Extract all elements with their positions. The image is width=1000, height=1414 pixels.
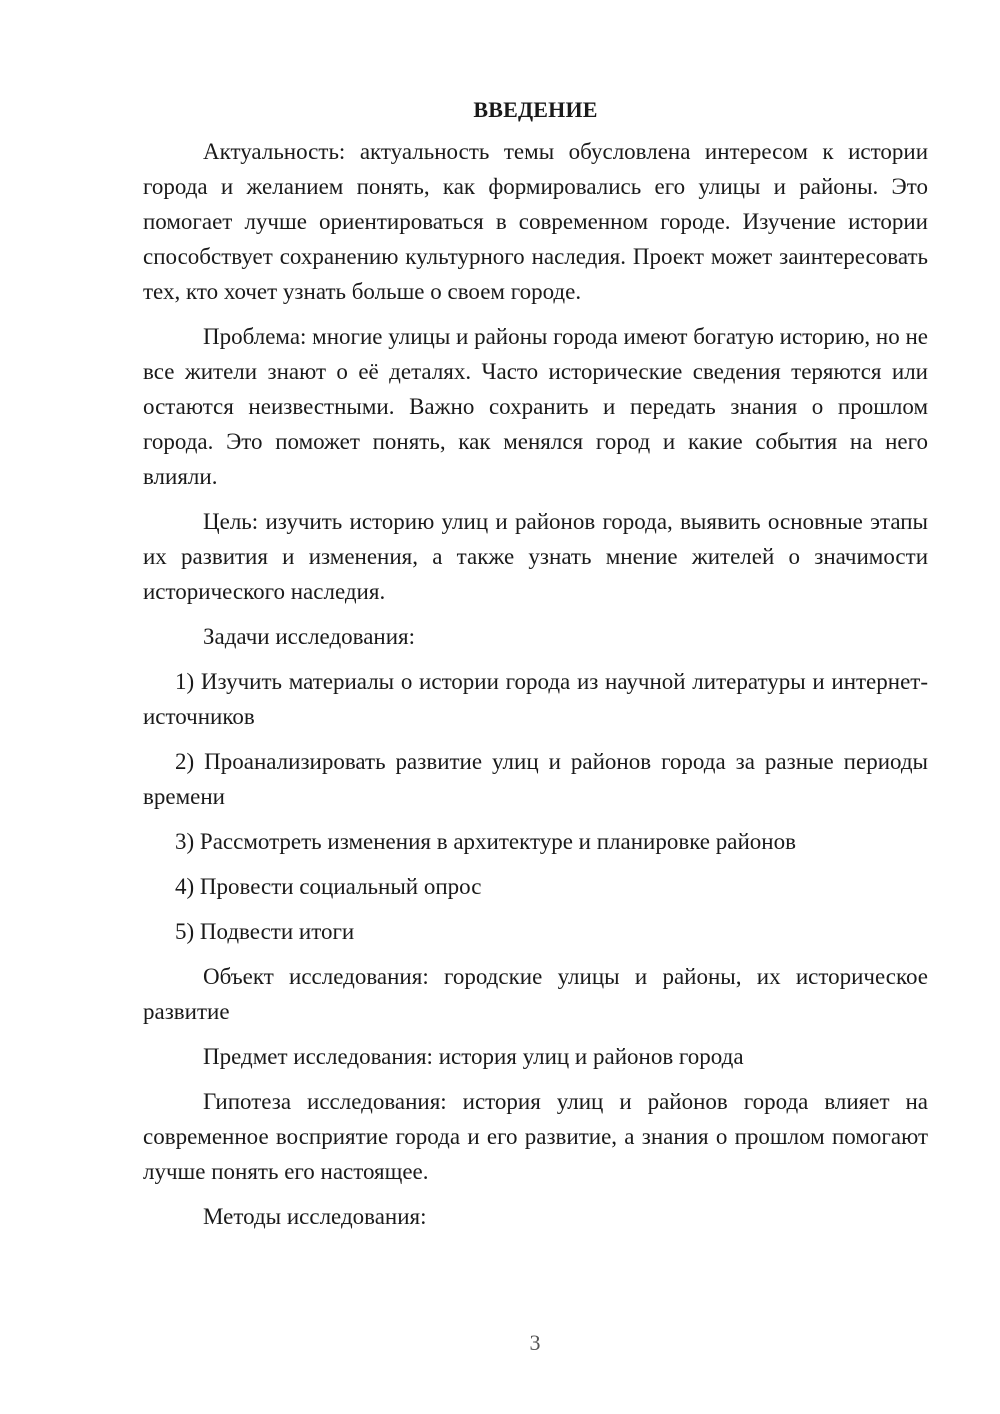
task-item-2: 2) Проанализировать развитие улиц и районов города за разные периоды времени bbox=[143, 749, 928, 809]
task-item-3: 3) Рассмотреть изменения в архитектуре и планировке районов bbox=[175, 829, 796, 854]
task-item-1: 1) Изучить материалы о истории города из научной литературы и интернет-источников bbox=[143, 669, 928, 729]
paragraph-hypothesis: Гипотеза исследования: история улиц и районов города влияет на современное восприятие города и его развитие, а знания о прошлом помогают лучше понять его настоящее. bbox=[143, 1089, 928, 1184]
page-content bbox=[143, 92, 928, 1244]
paragraph-subject: Предмет исследования: история улиц и районов города bbox=[203, 1044, 744, 1069]
tasks-title: Задачи исследования: bbox=[203, 624, 416, 649]
task-item-4: 4) Провести социальный опрос bbox=[175, 874, 482, 899]
paragraph-goal: Цель: изучить историю улиц и районов города, выявить основные этапы их развития и изменения, а также узнать мнение жителей о значимости исторического наследия. bbox=[143, 509, 928, 604]
paragraph-problem: Проблема: многие улицы и районы города имеют богатую историю, но не все жители знают о её деталях. Часто исторические сведения теряются или остаются неизвестными. Важно сохранить и передать знания о прошлом города. Это поможет понять, как менялся город и какие события на него влияли. bbox=[143, 324, 928, 489]
page-number: 3 bbox=[529, 1330, 541, 1355]
methods-title: Методы исследования: bbox=[203, 1204, 427, 1229]
section-heading: ВВЕДЕНИЕ bbox=[473, 97, 598, 122]
paragraph-relevance: Актуальность: актуальность темы обусловлена интересом к истории города и желанием понять, как формировались его улицы и районы. Это помогает лучше ориентироваться в современном городе. Изучение истории способствует сохранению культурного наследия. Проект может заинтересовать тех, кто хочет узнать больше о своем городе. bbox=[143, 139, 928, 304]
task-item-5: 5) Подвести итоги bbox=[175, 919, 355, 944]
paragraph-object: Объект исследования: городские улицы и районы, их историческое развитие bbox=[143, 964, 928, 1024]
